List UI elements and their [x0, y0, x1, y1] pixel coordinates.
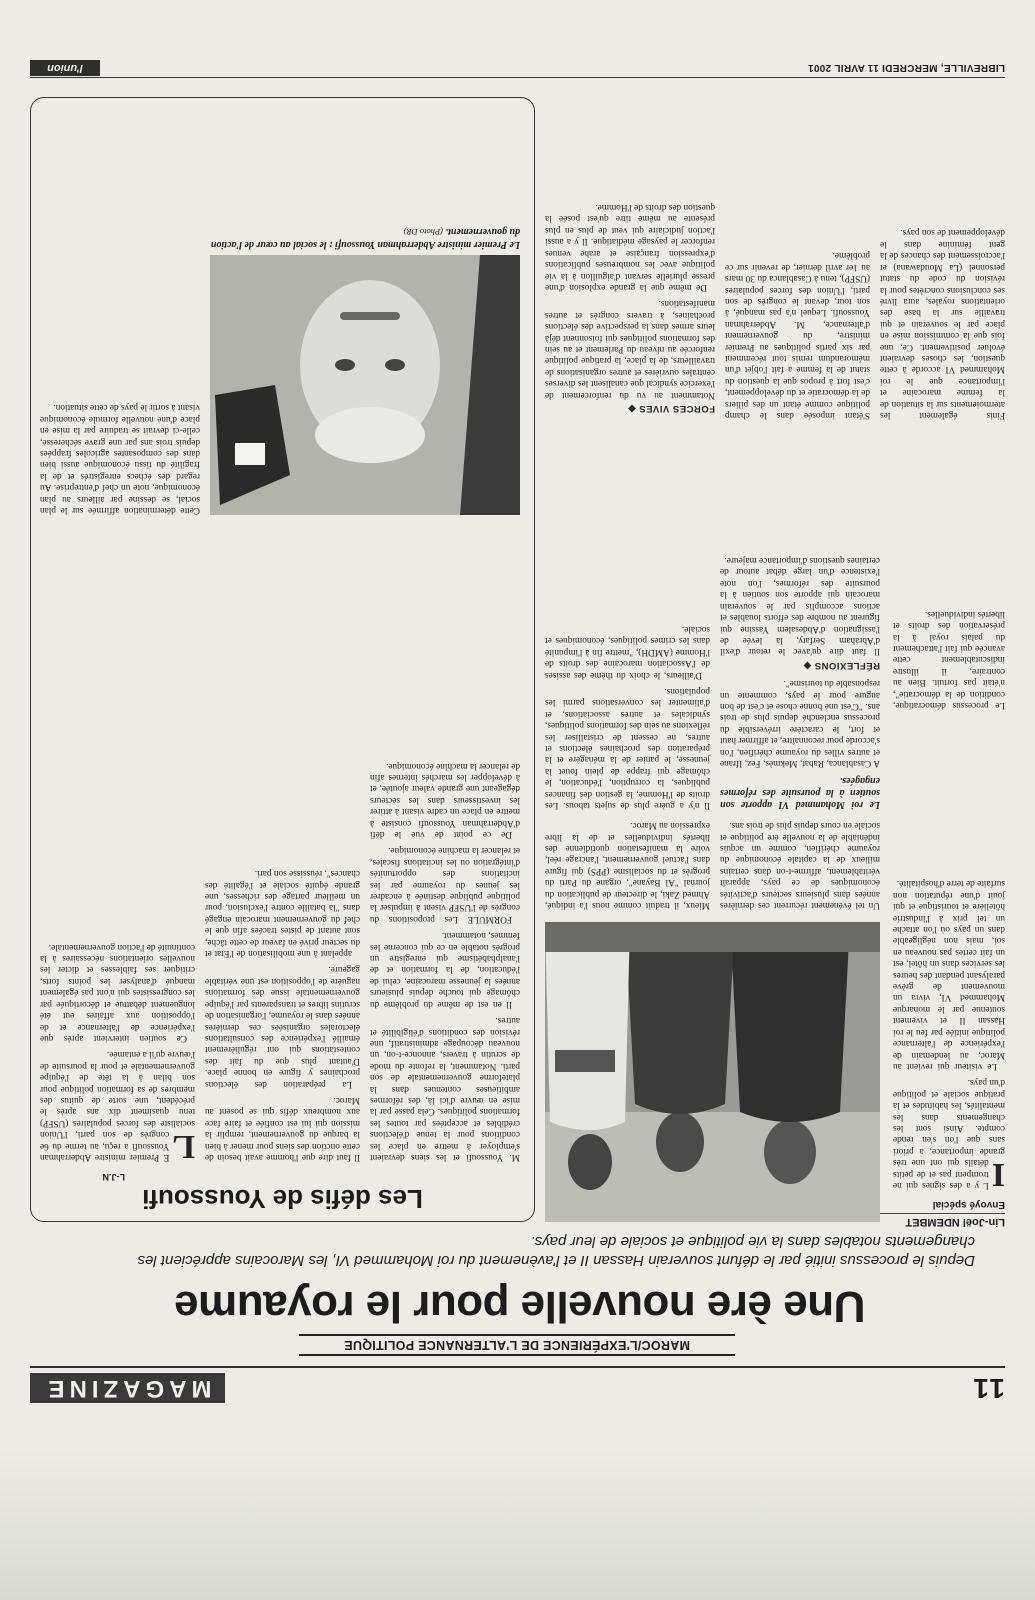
article-column-2	[545, 820, 710, 910]
article-column-1: I L y a des signes qui ne trompent pas et de petits détails qui ont une très grande importance, a priori sans que l'on s'en rende compte. Ainsi sont les changements dans les mentalités, les habitudes et la pratique sociale et politique d'un pays. Le visiteur qui revient au Maroc, au lendemain de l'expérience de l'alternance politique initiée par feu le roi Hassan II et vivement soutenue par le monarque Mohammed VI, vivra un mouvement de grève paralysant pendant des heures les services dans un hôtel, est un fait certes pas nouveau en soi, mais non négligeable dans un pays où l'on attache un tel prix à l'industrie hôtelière et touristique et qui jouit d'une réputation non surfaite de terre d'hospitalité.	[893, 878, 1005, 1193]
footer-brand-text: l'union	[47, 62, 83, 74]
article-paragraph: De même que la grande explosion d'une presse plurielle servant d'aiguillon à la vie politique avec les nombreuses publications d'expression française et arabe venues renforcer le paysage médiatique. Il y a aussi l'action judiciaire qui veut de plus en plus présente au même titre qu'est posée la question des droits de l'Homme.	[545, 202, 715, 292]
page-number: 11	[971, 1373, 1005, 1404]
youssoufi-caption	[210, 225, 520, 250]
youssoufi-photo-image	[210, 255, 520, 515]
sidebar-column-4	[40, 105, 200, 515]
article-title: Une ère nouvelle pour le royaume	[174, 1282, 866, 1331]
article-column-4	[720, 425, 880, 810]
article-paragraph: Notamment au vu du renforcement de l'exercice syndical que canalisent les diverses centrales ouvrières et autres organisations de travailleurs, de la place, la pratique politique renforcée au niveau du Parlement et au sein des formations politiques qui foisonnent déjà leurs armes dans la perspective des élections prochaines, à travers congrès et autres manifestations.	[545, 298, 715, 400]
article-column-6	[880, 180, 1005, 420]
header-rule	[30, 1366, 1005, 1368]
sidebar-title: Les défis de Youssoufi	[142, 1184, 423, 1214]
sidebar-column-2	[205, 522, 360, 1162]
author-role: Envoyé spécial	[932, 1199, 1005, 1210]
youssoufi-caption-credit: (Photo DR)	[403, 227, 444, 237]
rubric-text: MAROC/L'EXPÉRIENCE DE L'ALTERNANCE POLITIQUE	[344, 1338, 691, 1352]
reflexions-heading-text: RÉFLEXIONS	[814, 659, 880, 671]
youssoufi-photo	[210, 255, 520, 515]
footer-brand	[30, 60, 100, 76]
article-deck: Depuis le processus initié par le défunt souverain Hassan II et l'avènement du roi Mohammed VI, les Marocains apprécient les changements notables dans la vie politique et sociale de leur pays.	[137, 1233, 975, 1269]
youssoufi-caption-text: Le Premier ministre Abderrahman Youssoufi : le social au cœur de l'action du gouvernement.	[210, 226, 520, 250]
sidebar-paragraph: La préparation des élections prochaines y figure en bonne place. D'autant plus que du fait des contestations qui ont régulièrement émaillé l'expérience des consultations électorales organisées ces dernières années dans le royaume, l'organisation de scrutins libres et transparents par l'équipe gouvernementale issue des formations naguère de l'opposition est une véritable gageure.	[205, 964, 360, 1089]
sidebar-paragraph: E Premier ministre Abderrahman Youssoufi a reçu, au terme du 6e congrès de son parti, l'Union socialiste des forces populaires (USFP) tenu quasiment dix ans après le précédent, une sorte de quitus des membres de sa formation politique pour son bilan à la tête de l'équipe gouvernementale et pour la poursuite de l'œuvre qu'il a entamée.	[40, 1049, 195, 1162]
footer-rule	[30, 77, 1005, 78]
king-photo	[545, 922, 880, 1222]
rubric	[299, 1334, 735, 1356]
author-name: Lin-Joël NDEMBET	[815, 1213, 1005, 1228]
reflexions-heading: RÉFLEXIONS ◆	[803, 659, 880, 671]
article-paragraph: Il n'y a guère plus de sujets tabous. Les droits de l'Homme, la gestion des finances publiques, la corruption, l'éducation, le chômage qui frappe de plein fouet la jeunesse, le panier de la ménagère et la préparation des prochaines élections et autres, ne cessent de cristalliser les réflexions au sein des formations politiques, syndicales et autres associations, et d'alimenter les conversations parmi les populations.	[545, 685, 710, 810]
header-band	[30, 1371, 1005, 1405]
section-label: MAGAZINE	[43, 1375, 212, 1402]
article-column-5	[545, 425, 710, 810]
sidebar-paragraph: Il en est de même du problème du chômage qui touche depuis plusieurs années la jeunesse marocaine, celui de l'éducation, de la formation et de l'analphabétisme qui enregistre un progrès notable en ce qui concerne les femmes, notamment.	[370, 930, 520, 1009]
article-paragraph: Le processus démocratique, condition de la démocratie", n'était pas fortuit. Bien au contraire, il illustre indiscutablement cette avancée qui fait l'attachement du palais royal à la préservation des droits et libertés individuelles.	[893, 608, 1005, 710]
forces-vives-heading-text: FORCES VIVES	[638, 403, 715, 414]
sidebar-paragraph: Ce soutien intervient après que l'expérience de l'alternance et de l'opposition aux affaires eut été longuement débattue et décortiquée par les congressistes qui n'ont pas également manqué d'analyser les points forts, critiquer ses faiblesses et dicter les nouvelles orientations nécessaires à la continuité de l'action gouvernementale.	[40, 941, 195, 1043]
sidebar-paragraph: FORMULE Les propositions du congrès de l'USFP visent à impulser la politique publique destinée à encadrer les jeunes du royaume par les incitations des opportunités d'intégration ou les incitations fiscales, et relancer la machine économique.	[370, 845, 520, 924]
sidebar-paragraph: appelant à une mobilisation de l'Etat et du secteur privé en faveur de cette tâche, sont autant de pistes tracées afin que le chef du gouvernement marocain engagé dans "la bataille contre l'exclusion, pour un meilleur partage des richesses, une grande équité sociale et l'égalité des chances", réussisse son pari.	[205, 868, 360, 959]
article-column-1b	[720, 820, 880, 910]
article-column-3	[893, 430, 1005, 710]
sidebar-paragraph: Il faut dire que l'homme avait besoin de cette onction des siens pour mener à bien la barque du gouvernement, remplir la mission qui lui est confiée et faire face aux nombreux défis qui se posent au Maroc.	[205, 1094, 360, 1162]
article-column-7	[725, 180, 870, 420]
article-paragraph: S'étant imposée dans le champ politique comme étant un des piliers de la démocratie et du développement, c'est fort à propos que la question du statut de la femme a fait l'objet d'un mémorandum remis tout récemment par six partis politiques au Premier ministre, du gouvernement d'alternance, M. Abderrahman Youssoufi. Lequel n'a pas manqué, à son tour, devant le congrès de son parti, l'Union des forces populaires (USFP), tenu à Casablanca du 30 mars au 1er avril dernier, de revenir sur ce problème.	[725, 250, 870, 420]
sidebar-signature: L-J.N	[102, 1172, 125, 1182]
article-column-8	[545, 180, 715, 420]
sidebar-column-3: L E Premier ministre Abderrahman Youssoufi a reçu, au terme du 6e congrès de son parti, l'Union socialiste des forces populaires (USFP) tenu quasiment dix ans après le précédent, une sorte de quitus des membres de sa formation politique pour son bilan à la tête de l'équipe gouvernementale et pour la poursuite de l'œuvre qu'il a entamée. Ce soutien intervient après que l'expérience de l'alternance et de l'opposition aux affaires eut été longuement débattue et décortiquée par les congressistes qui n'ont pas également manqué d'analyser les points forts, critiquer ses faiblesses et dicter les nouvelles orientations nécessaires à la continuité de l'action gouvernementale.	[40, 941, 195, 1165]
article-paragraph: Finis également les atermoiements sur la situation de la femme marocaine et l'importance que le roi Mohammed VI accorde à cette question, les choses devraient évoluer positivement. Ce, une fois que la commission mise en place par le souverain et qui travaille sur la base des orientations royales, aura livré ses conclusions concrètes pour la révision du code du statut personnel (La Moudawana) et l'accroissement des chances de la gent féminine dans le développement de son pays.	[880, 227, 1005, 420]
sidebar-paragraph: De ce point de vue le défi d'Abderrahman Youssoufi consiste à mettre en place un cadre visant à attirer les investisseurs dans les secteurs dégageant une grande valeur ajoutée, et à développer les marchés internes afin de relancer la machine économique.	[370, 760, 520, 840]
sidebar-column-1	[370, 522, 520, 1162]
article-paragraph: Le visiteur qui revient au Maroc, au lendemain de l'expérience de l'alternance politique initiée par feu le roi Hassan II et vivement soutenue par le monarque Mohammed VI, vivra un mouvement de grève paralysant pendant des heures les services dans un hôtel, est un fait certes pas nouveau en soi, mais non négligeable dans un pays où l'on attache un tel prix à l'industrie hôtelière et touristique et qui jouit d'une réputation non surfaite de terre d'hospitalité.	[893, 878, 1005, 1071]
scan-shadow	[0, 1450, 1035, 1600]
article-paragraph: A Casablanca, Rabat, Mekmès, Fez, Ifrane et autres villes du royaume chérifien, l'on s'accorde pour reconnaître, et affirmer haut et fort, le caractère irréversible du processus enclenché depuis plus de trois ans. "C'est une bonne chose et c'est de bon augure pour le pays, commente un responsable du tourisme".	[720, 678, 880, 768]
article-paragraph: Un tel événement récurrent ces dernières années dans plusieurs secteurs d'activités économiques de ce pays, apparaît véritablement, affirme-t-on dans certains milieux de la capitale économique du royaume chérifien, comme un acquis indéniable de la nouvelle ère politique et sociale en cours depuis plus de trois ans.	[720, 820, 880, 910]
footer-dateline: LIBREVILLE, MERCREDI 11 AVRIL 2001	[807, 62, 1005, 73]
article-paragraph: L y a des signes qui ne trompent pas et de petits détails qui ont une très grande importance, a priori sans que l'on s'en rende compte. Ainsi sont les changements dans les mentalités, les habitudes et la pratique sociale et politique d'un pays.	[893, 1077, 1005, 1190]
forces-vives-heading: FORCES VIVES ◆	[627, 403, 715, 414]
article-paragraph: D'ailleurs, le choix du thème des assises de l'Association marocaine des droits de l'Homme (AMDH), "mettre fin à l'impunité dans les crimes politiques, économiques et sociale.	[545, 623, 710, 680]
king-photo-image	[545, 922, 880, 1222]
sidebar-paragraph: M. Youssoufi et les siens devraient s'employer à mettre en place les conditions pour la tenue d'élections crédibles et acceptées par toutes les formations politiques. Cela passe par la mise en œuvre d'ici là, des réformes ambitieuses contenues dans la plateforme gouvernementale de son parti. Notamment, la refonte du mode de scrutin à travers, annonce-t-on, un nouveau découpage administratif, une révision des conditions d'éligibilité et autres.	[370, 1015, 520, 1162]
article-paragraph: Mieux, il traduit comme nous l'a indiqué, Ahmed Zaki, le directeur de publication du journal "Al Bayane", organe du Parti du progrès et du socialisme (PPS) qui figure dans l'actuel gouvernement, l'ancrage réel, voire la manifestation quotidienne des libertés individuelles et de la libre expression au Maroc.	[545, 820, 710, 910]
article-paragraph: Il faut dire qu'avec le retour d'exil d'Abraham Serfaty, la levée de l'assignation d'Abdesalem Yassine qui figurent au nombre des efforts louables et actions accomplis par le souverain marocain qui apporte son soutien à la poursuite des réformes, l'on note l'existence d'un large débat autour de certaines questions d'importance majeure.	[720, 555, 880, 657]
king-caption-text: Le roi Mohammed VI apporte son soutien à la poursuite des réformes engagées.	[720, 775, 880, 810]
sidebar-paragraph: Cette détermination affirmée sur le plan social, se dessine par ailleurs au plan économique, note un chef d'entreprise. Au regard des échecs enregistrés et de la fragilité du tissu économique aussi bien dans des composantes agricoles frappées depuis trois ans par une grave sécheresse, celle-ci devrait se traduire par la mise en place d'une nouvelle formule économique visant à sortir le pays de cette situation.	[40, 402, 200, 515]
